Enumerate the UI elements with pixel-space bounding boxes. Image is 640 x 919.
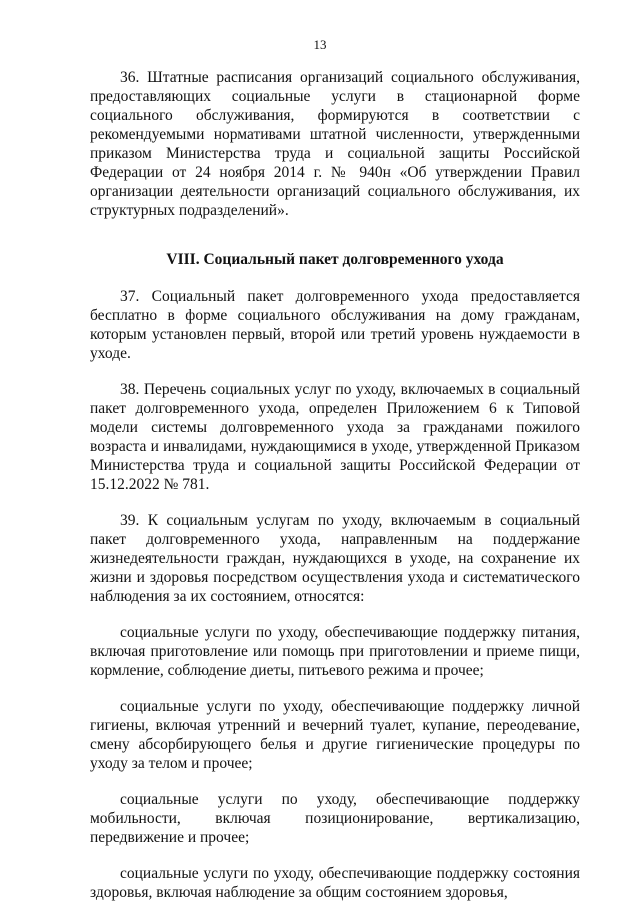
section-heading: VIII. Социальный пакет долговременного ухода xyxy=(166,251,504,268)
paragraph-37: 37. Социальный пакет долговременного ухода предоставляется бесплатно в форме социального обслуживания на дому гражданам, которым установлен первый, второй или третий уровень нуждаемости в уходе. xyxy=(90,288,580,362)
paragraph-39: 39. К социальным услугам по уходу, включаемым в социальный пакет долговременного ухода, направленным на поддержание жизнедеятельности граждан, нуждающихся в уходе, на сохранение их жизни и здоровья посредством осуществления ухода и систематического наблюдения за их состоянием, относятся: xyxy=(90,512,580,605)
list-item-health: социальные услуги по уходу, обеспечивающие поддержку состояния здоровья, включая наблюдение за общим состоянием здоровья, xyxy=(90,865,580,901)
paragraph-36: 36. Штатные расписания организаций социального обслуживания, предоставляющих социальные услуги в стационарной форме социального обслуживания, формируются в соответствии с рекомендуемыми нормативами штатной численности, утвержденными приказом Министерства труда и социальной защиты Российской Федерации от 24 ноября 2014 г. № 940н «Об утверждении Правил организации деятельности организаций социального обслуживания, их структурных подразделений». xyxy=(90,69,580,219)
paragraph-38: 38. Перечень социальных услуг по уходу, включаемых в социальный пакет долговременного ухода, определен Приложением 6 к Типовой модели системы долговременного ухода за гражданами пожилого возраста и инвалидами, нуждающимися в уходе, утвержденной Приказом Министерства труда и социальной защиты Российской Федерации от 15.12.2022 № 781. xyxy=(90,381,580,493)
list-item-mobility: социальные услуги по уходу, обеспечивающие поддержку мобильности, включая позиционирование, вертикализацию, передвижение и прочее; xyxy=(90,791,580,846)
page-number: 13 xyxy=(313,37,327,52)
document-body xyxy=(90,68,580,919)
list-item-nutrition: социальные услуги по уходу, обеспечивающие поддержку питания, включая приготовление или помощь при приготовлении и приеме пищи, кормление, соблюдение диеты, питьевого режима и прочее; xyxy=(90,624,580,679)
list-item-hygiene: социальные услуги по уходу, обеспечивающие поддержку личной гигиены, включая утренний и вечерний туалет, купание, переодевание, смену абсорбирующего белья и другие гигиенические процедуры по уходу за телом и прочее; xyxy=(90,698,580,772)
